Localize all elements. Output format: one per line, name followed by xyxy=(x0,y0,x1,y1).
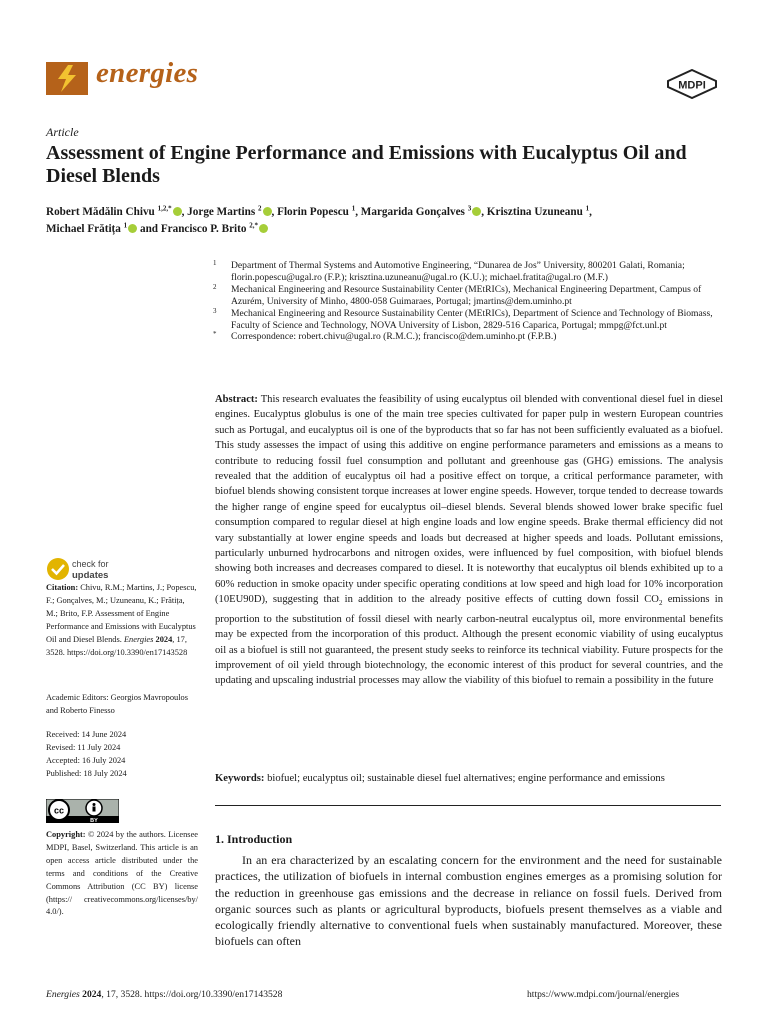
author-name: Margarida Gonçalves xyxy=(360,206,465,218)
published-date: Published: 18 July 2024 xyxy=(46,768,127,778)
author-name: Florin Popescu xyxy=(277,206,349,218)
correspondence: * Correspondence: robert.chivu@ugal.ro (R.M.C.); francisco@dem.uminho.pt (F.P.B.) xyxy=(213,330,557,343)
orcid-icon[interactable] xyxy=(173,207,182,216)
svg-text:cc: cc xyxy=(53,805,65,816)
updates-label: updates xyxy=(72,570,109,581)
footer-url[interactable]: https://www.mdpi.com/journal/energies xyxy=(527,989,680,1000)
journal-name: energies xyxy=(96,57,199,89)
affiliation-item: 2 Mechanical Engineering and Resource Sustainability Center (MEtRICs), Mechanical Engineering Department, Campus of Azurém, University of Minho, 4800-058 Guimaraes, Portugal; jmartins@dem.uminho.pt xyxy=(213,282,702,307)
author-affil-marker: 3 xyxy=(467,204,472,213)
author-list: Robert Mădălin Chivu $^{1,2,*}$ , Jorge Martins $^2$ , Florin Popescu $^1$, Margarida Gonçalves $^3$ , Krisztina Uzuneanu $^1$, Michael Frătița $^1$ and Francisco P. Brito $^{2,*}$ xyxy=(46,204,592,235)
academic-editors: Academic Editors: Georgios Mavropoulos and Roberto Finesso xyxy=(46,693,188,715)
cc-by-label: BY xyxy=(90,818,98,823)
author-affil-marker: 1 xyxy=(123,221,128,230)
mdpi-logo-icon xyxy=(666,69,718,99)
author-name: Michael Frătița xyxy=(46,223,121,235)
intro-paragraph: In an era characterized by an escalating concern for the environment and the need for sustainable practices, the utilization of biofuels in internal combustion engines emerges as a promising solution for the reduction in greenhouse gas emissions and the decrease in reliance on fossil fuels. Derived from organic sources such as plants or agricultural byproducts, biofuels present themselves as a viable and ecologically friendly alternative to conventional fuels when sustainably manufactured. Moreover, these biofuels can often xyxy=(215,853,722,949)
keywords: Keywords: biofuel; eucalyptus oil; sustainable diesel fuel alternatives; engine performance and emissions xyxy=(215,773,665,784)
energies-logo-icon xyxy=(46,62,88,95)
affiliations xyxy=(213,260,723,343)
author-affil-marker: 2,* xyxy=(249,221,259,230)
author-affil-marker: 2 xyxy=(258,204,262,213)
affiliation-item: 3 Mechanical Engineering and Resource Sustainability Center (MEtRICs), Department of Science and Technology of Biomass, Faculty of Science and Technology, NOVA University of Lisbon, 2829-516 Caparica, Portugal; mmpg@fct.unl.pt xyxy=(213,306,713,331)
orcid-icon[interactable] xyxy=(263,207,272,216)
author-affil-marker: 1 xyxy=(585,204,590,213)
author-name: Robert Mădălin Chivu xyxy=(46,206,155,218)
article-type: Article xyxy=(46,125,79,139)
citation: Citation: Chivu, R.M.; Martins, J.; Popescu, F.; Gonçalves, M.; Uzuneanu, K.; Frătița, M.; Brito, F.P. Assessment of Engine Performance and Emissions with Eucalyptus Oil and Diesel Blends. Energies 2024, 17, 3528. https://doi.org/10.3390/en17143528 xyxy=(46,583,197,657)
author-affil-marker: 1,2,* xyxy=(157,204,172,213)
section-heading: 1. Introduction xyxy=(215,832,293,846)
received-date: Received: 14 June 2024 xyxy=(46,730,127,739)
author-name: Francisco P. Brito xyxy=(160,223,247,235)
check-label: check for xyxy=(72,559,109,569)
paper-title: Assessment of Engine Performance and Emissions with Eucalyptus Oil and Diesel Blends xyxy=(46,142,687,187)
footer-citation: Energies 2024, 17, 3528. https://doi.org/10.3390/en17143528 xyxy=(46,989,283,1000)
cc-by-license-icon[interactable] xyxy=(46,799,119,823)
divider xyxy=(215,805,721,806)
orcid-icon[interactable] xyxy=(128,224,137,233)
orcid-icon[interactable] xyxy=(472,207,481,216)
abstract: Abstract: This research evaluates the feasibility of using eucalyptus oil blended with conventional diesel fuel in diesel engines. Eucalyptus globulus is one of the main tree species cultivated for paper pulp in western European countries such as Portugal, and eucalyptus oil is one of the byproducts that so far has not been sufficiently evaluated as a biofuel. This study assesses the impact of using this additive on engine performance parameters and emissions as a means to contribute to reducing fossil fuel consumption and pollutant and greenhouse gas (GHG) emissions. The analysis revealed that the addition of eucalyptus oil had a positive effect on torque, a critical performance parameter, with biofuel blends showing consistent torque increases at lower engine speeds. However, torque tended to decrease towards the higher range of engine speed for eucalyptus oil–diesel blends. Several blends showed lower brake specific fuel consumption compared to regular diesel at high engine loads and low engine speeds. Brake thermal efficiency did not vary substantially at lower engine speeds and loads but decreased at higher speeds and loads. Pollutant emissions, particularly unburned hydrocarbons and nitrogen oxides, were influenced by fuel composition, with biofuel blends showing both increases and decreases compared to diesel. It is noteworthy that eucalyptus oil blends exhibited up to a 60% reduction in smoke opacity under specific operating conditions at low speed and high load for 10% incorporation (10EU90D), suggesting that in addition to the already positive effects of cutting down fossil $CO_2$ emissions in proportion to the substitution of fossil diesel with nearly carbon-neutral eucalyptus oil, more environmental benefits may be expected from the incorporation of this product. Although the present economic viability of using eucalyptus oil as a biofuel is still not guaranteed, the present study seeks to reinforce its technical viability. Future prospects for the improvement of oil yield through biotechnology, the economic interest of this product for several countries, and the updating and upscaling industrial processes may allow the viability of this biofuel to remain a possibility in the future xyxy=(215,394,723,687)
mdpi-logo-text: MDPI xyxy=(678,79,706,92)
author-name: Jorge Martins xyxy=(187,206,256,218)
revised-date: Revised: 11 July 2024 xyxy=(46,742,121,752)
author-name: Krisztina Uzuneanu xyxy=(486,206,583,218)
publication-dates xyxy=(46,729,198,781)
affiliation-item: 1 Department of Thermal Systems and Automotive Engineering, “Dunarea de Jos” University, 800201 Galati, Romania; florin.popescu@ugal.ro (F.P.); krisztina.uzuneanu@ugal.ro (K.U.); michael.fratita@ugal.ro (M.F.) xyxy=(213,259,685,283)
keywords-label: Keywords: xyxy=(215,773,265,784)
orcid-icon[interactable] xyxy=(259,224,268,233)
copyright: Copyright: © 2024 by the authors. Licensee MDPI, Basel, Switzerland. This article is an open access article distributed under the terms and conditions of the Creative Commons Attribution (CC BY) license (https:// creativecommons.org/licenses/by/ 4.0/). xyxy=(46,830,198,917)
abstract-label: Abstract: xyxy=(215,394,258,405)
author-affil-marker: 1 xyxy=(351,204,356,213)
check-for-updates-badge[interactable] xyxy=(46,557,121,582)
accepted-date: Accepted: 16 July 2024 xyxy=(46,755,126,765)
